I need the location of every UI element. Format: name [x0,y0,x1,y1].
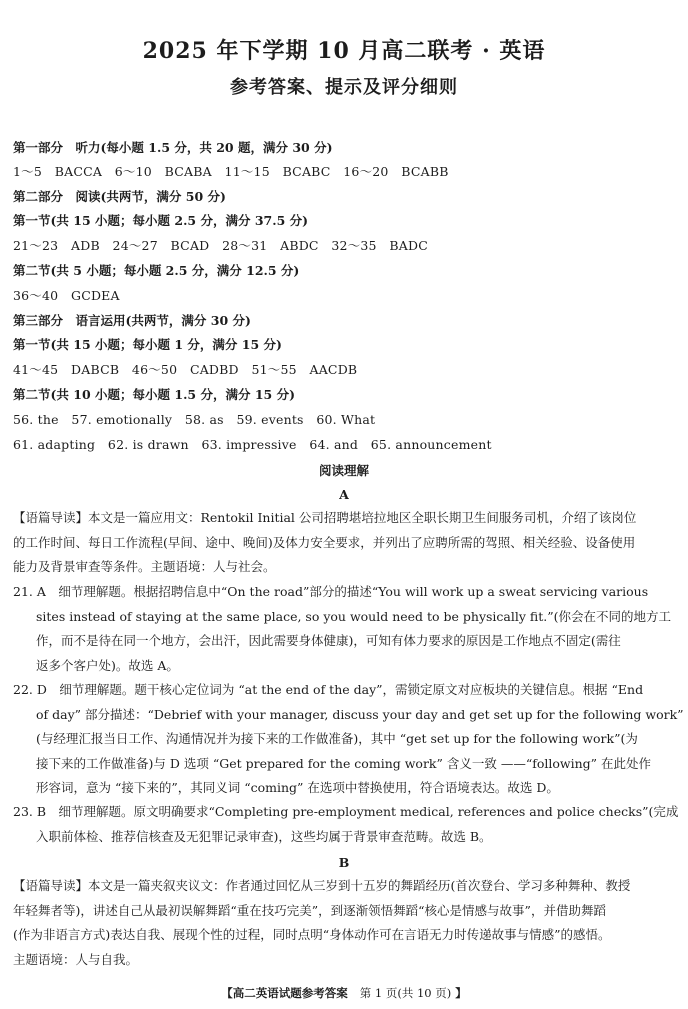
section-heading: 第一节(共 15 小题；每小题 2.5 分，满分 37.5 分) [13,213,309,228]
section-heading: 第二节(共 10 小题；每小题 1.5 分，满分 15 分) [13,387,295,402]
section-heading: 第二部分 阅读(共两节，满分 50 分) [13,189,226,204]
section-heading: 第一节(共 15 小题；每小题 1 分，满分 15 分) [13,337,282,352]
paragraph-line: 形容词，意为 “接下来的”，其同义词 “coming” 在选项中替换使用，符合语境表达。故选 D。 [36,780,559,795]
paragraph-line: 主题语境：人与自我。 [13,951,139,967]
paragraph-line: 21. A 细节理解题。根据招聘信息中“On the road”部分的描述“You will work up a sweat servicing various [13,584,649,599]
paragraph-line: 22. D 细节理解题。题干核心定位词为 “at the end of the day”，需锁定原文对应板块的关键信息。根据 “End [13,682,644,697]
passage-a-label: A [339,487,349,502]
paragraph-line: sites instead of staying at the same place, so you would need to be physically fit.”(你会在不同的地方工 [36,608,672,624]
question-23-explanation [13,800,679,849]
question-21-explanation [13,580,675,678]
footer-bracket: 】 [455,986,467,1000]
answer-row: 1～5 BACCA 6～10 BCABA 11～15 BCABC 16～20 BCABB [13,164,449,179]
paragraph-line: 入职前体检、推荐信核查及无犯罪记录审查)，这些均属于背景审查范畴。故选 B。 [36,828,492,844]
answer-row: 56. the 57. emotionally 58. as 59. events 60. What [13,412,376,427]
paragraph-line: 返多个客户处)。故选 A。 [36,657,179,673]
passage-b-label: B [338,855,350,870]
paragraph-line: 【语篇导读】本文是一篇夹叙夹议文：作者通过回忆从三岁到十五岁的舞蹈经历(首次登台、学习多种舞种、教授 [13,878,631,893]
paragraph-line: 23. B 细节理解题。原文明确要求“Completing pre-employment medical, references and police checks”(完成 [13,804,679,819]
reading-heading: 阅读理解 [318,463,369,478]
paragraph-line: 的工作时间、每日工作流程(早间、途中、晚间)及体力安全要求，并列出了应聘所需的驾照、相关经验、设备使用 [13,534,636,550]
paragraph-line: 年轻舞者等)，讲述自己从最初误解舞蹈“重在技巧完美”，到逐渐领悟舞蹈“核心是情感与故事”，并借助舞蹈 [13,902,606,918]
page-footer [0,985,688,1001]
passage-a-intro [13,506,675,580]
section-heading: 第三部分 语言运用(共两节，满分 30 分) [13,313,251,328]
paragraph-line: 【语篇导读】本文是一篇应用文：Rentokil Initial 公司招聘堪培拉地区全职长期卫生间服务司机，介绍了该岗位 [13,510,637,525]
answer-row: 41～45 DABCB 46～50 CADBD 51～55 AACDB [13,362,358,377]
paragraph-line: (与经理汇报当日工作、沟通情况并为接下来的工作做准备)，其中 “get set up for the following work”(为 [36,731,638,746]
answer-row: 21～23 ADB 24～27 BCAD 28～31 ABDC 32～35 BADC [13,238,429,253]
paragraph-line: 作，而不是待在同一个地方，会出汗，因此需要身体健康)，可知有体力要求的原因是工作地点不固定(需往 [36,633,621,648]
section-heading: 第一部分 听力(每小题 1.5 分，共 20 题，满分 30 分) [13,140,333,155]
footer-page-number: 第 1 页(共 10 页) [359,986,452,1000]
answer-row: 36～40 GCDEA [13,288,120,303]
paragraph-line: of day” 部分描述：“Debrief with your manager, discuss your day and get set up for the following work” [36,706,684,722]
question-22-explanation [13,678,684,801]
paragraph-line: 能力及背景审查等条件。主题语境：人与社会。 [13,559,276,574]
page-title: 2025 年下学期 10 月高二联考 · 英语 [142,38,546,64]
paragraph-line: 接下来的工作做准备)与 D 选项 “Get prepared for the coming work” 含义一致 ——“following” 在此处作 [36,755,652,771]
footer-title: 【高二英语试题参考答案 [221,986,348,1000]
page-subtitle: 参考答案、提示及评分细则 [230,77,458,98]
passage-b-intro [13,874,675,972]
answer-row: 61. adapting 62. is drawn 63. impressive 64. and 65. announcement [13,437,492,452]
section-heading: 第二节(共 5 小题；每小题 2.5 分，满分 12.5 分) [13,263,300,278]
paragraph-line: (作为非语言方式)表达自我、展现个性的过程，同时点明“身体动作可在言语无力时传递故事与情感”的感悟。 [13,927,611,942]
